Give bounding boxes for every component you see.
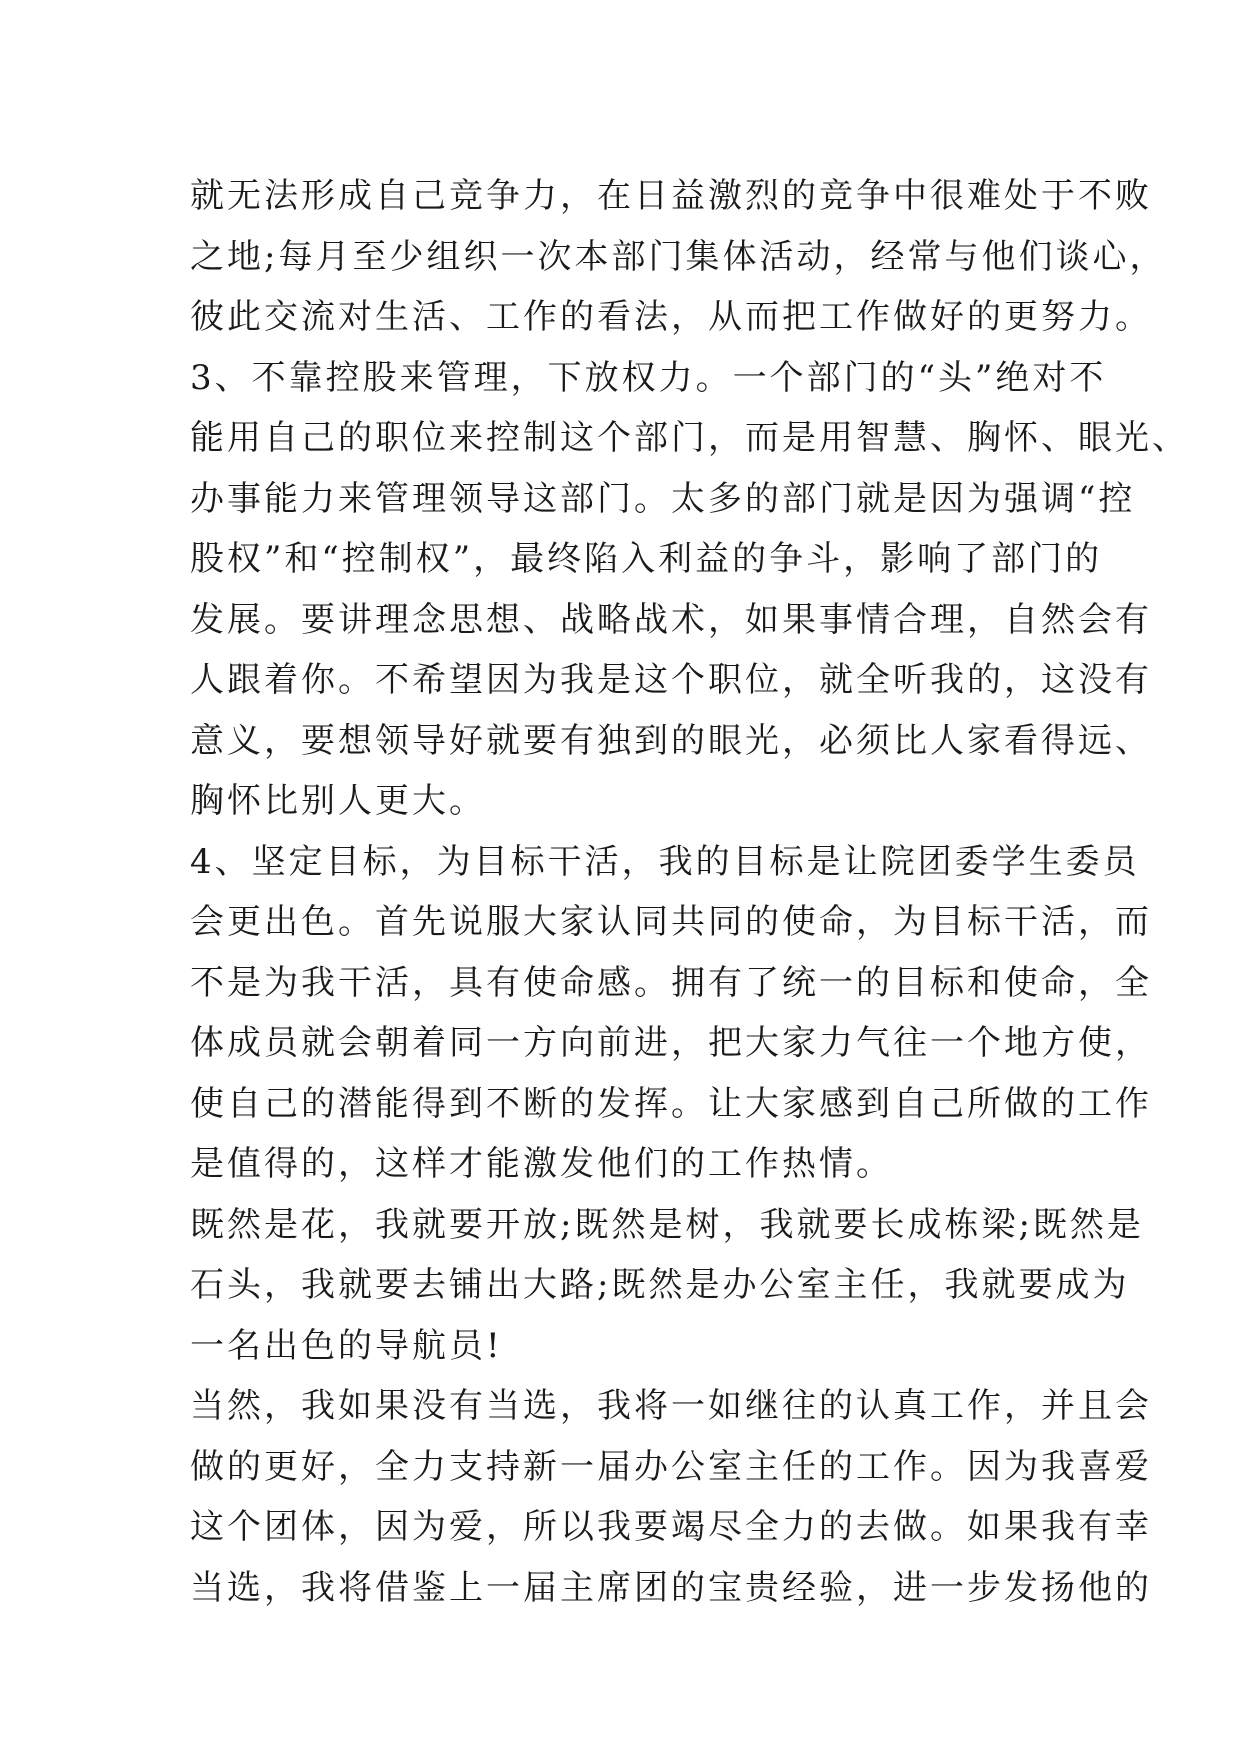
text-line: 做的更好，全力支持新一届办公室主任的工作。因为我喜爱	[190, 1446, 1152, 1487]
text-line: 人跟着你。不希望因为我是这个职位，就全听我的，这没有	[190, 660, 1152, 700]
text-line: 一名出色的导航员!	[190, 1325, 503, 1366]
text-line: 3、不靠控股来管理，下放权力。一个部门的“头”绝对不	[190, 357, 1107, 398]
body-text	[190, 166, 1189, 1618]
text-line: 4、坚定目标，为目标干活，我的目标是让院团委学生委员	[190, 841, 1140, 882]
text-line: 既然是花，我就要开放;既然是树，我就要长成栋梁;既然是	[190, 1204, 1144, 1245]
text-line: 不是为我干活，具有使命感。拥有了统一的目标和使命，全	[190, 962, 1152, 1003]
text-line: 之地;每月至少组织一次本部门集体活动，经常与他们谈心，	[190, 236, 1167, 277]
text-line: 能用自己的职位来控制这个部门，而是用智慧、胸怀、眼光、	[190, 418, 1189, 458]
text-line: 这个团体，因为爱，所以我要竭尽全力的去做。如果我有幸	[190, 1507, 1152, 1547]
text-line: 胸怀比别人更大。	[190, 781, 486, 821]
text-line: 当然，我如果没有当选，我将一如继往的认真工作，并且会	[190, 1386, 1152, 1426]
text-line: 办事能力来管理领导这部门。太多的部门就是因为强调“控	[190, 478, 1136, 519]
text-line: 彼此交流对生活、工作的看法，从而把工作做好的更努力。	[190, 297, 1152, 337]
text-line: 体成员就会朝着同一方向前进，把大家力气往一个地方使，	[190, 1023, 1152, 1063]
text-line: 当选，我将借鉴上一届主席团的宝贵经验，进一步发扬他的	[190, 1567, 1152, 1608]
text-line: 发展。要讲理念思想、战略战术，如果事情合理，自然会有	[190, 599, 1152, 640]
text-line: 是值得的，这样才能激发他们的工作热情。	[190, 1144, 893, 1184]
text-line: 会更出色。首先说服大家认同共同的使命，为目标干活，而	[190, 902, 1152, 942]
text-line: 就无法形成自己竞争力，在日益激烈的竞争中很难处于不败	[190, 176, 1152, 216]
text-line: 使自己的潜能得到不断的发挥。让大家感到自己所做的工作	[190, 1083, 1152, 1124]
text-line: 股权”和“控制权”，最终陷入利益的争斗，影响了部门的	[190, 539, 1103, 579]
text-line: 石头，我就要去铺出大路;既然是办公室主任，我就要成为	[190, 1265, 1130, 1305]
text-line: 意义，要想领导好就要有独到的眼光，必须比人家看得远、	[190, 720, 1152, 761]
